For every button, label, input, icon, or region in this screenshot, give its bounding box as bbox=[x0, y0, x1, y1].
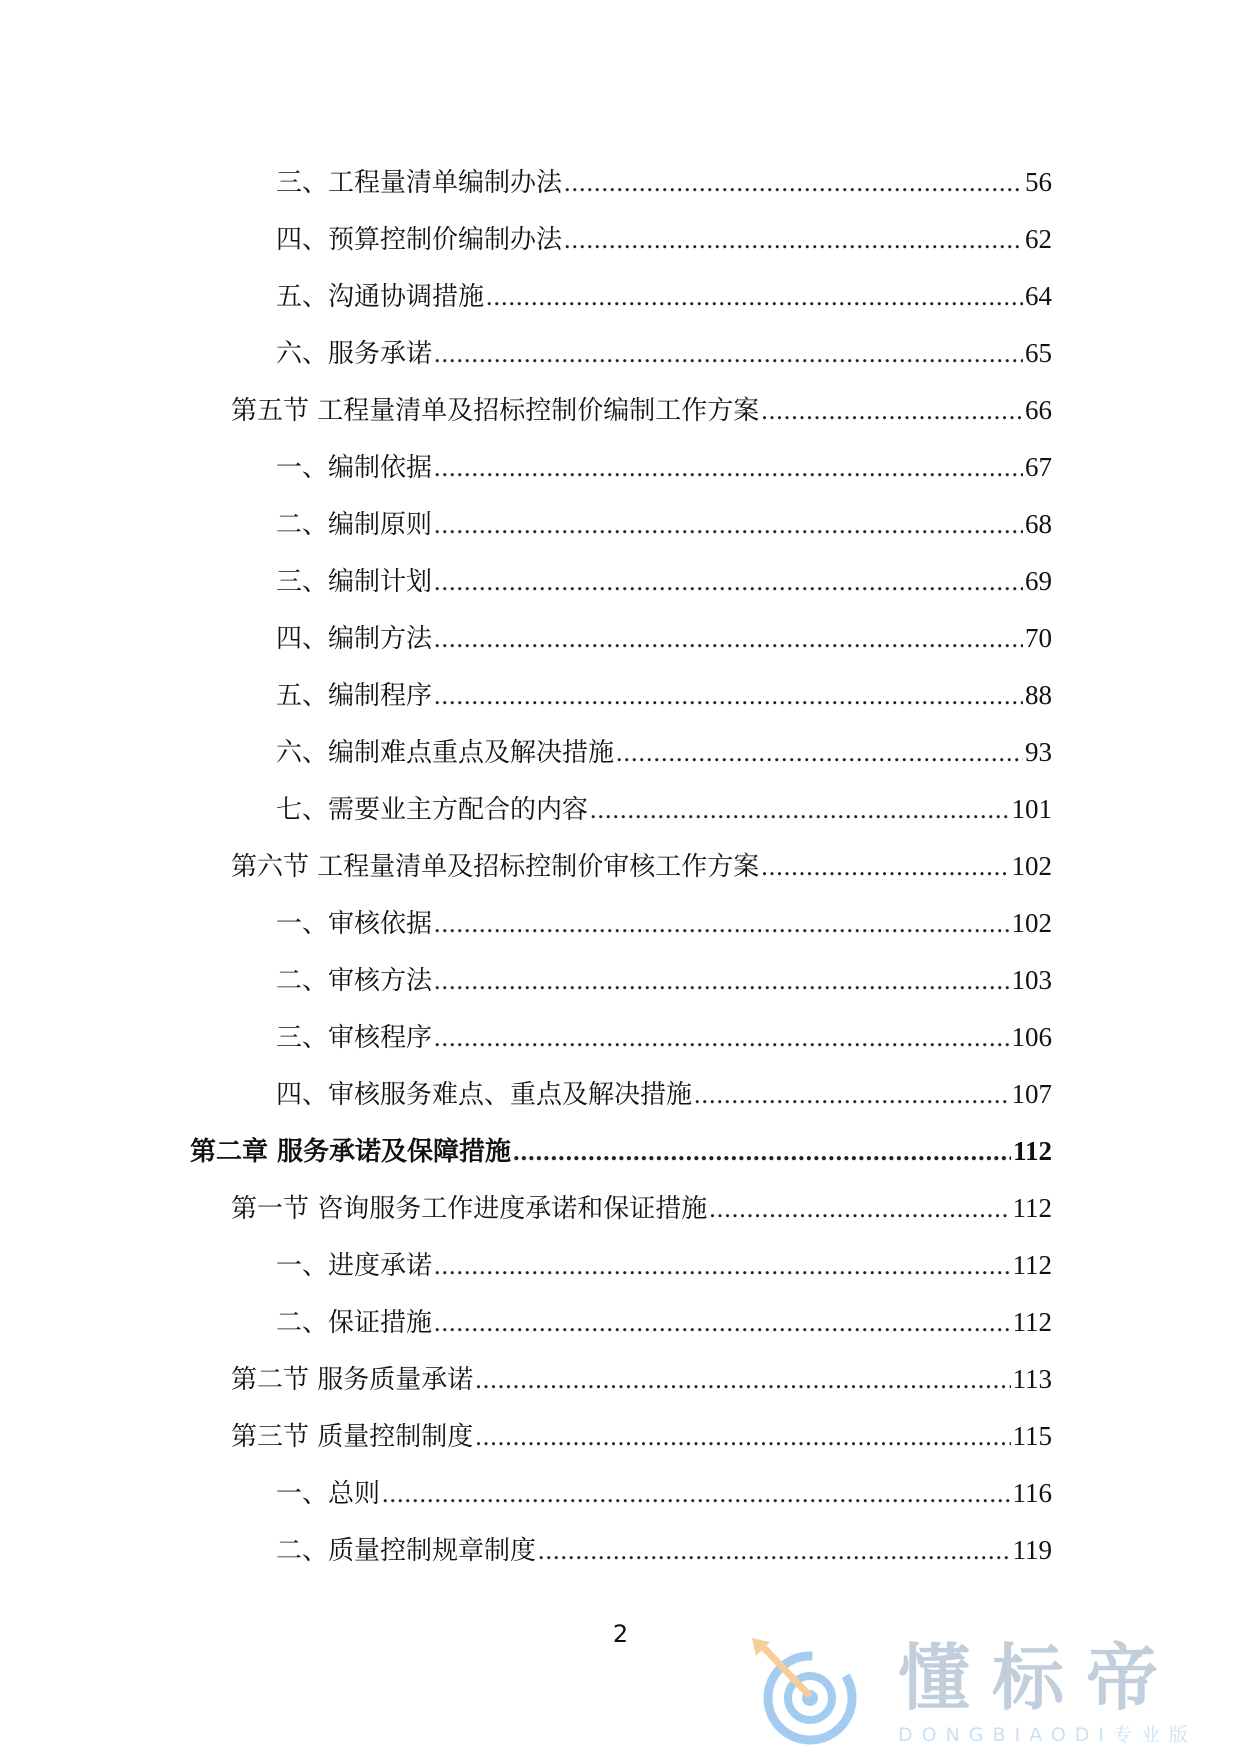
toc-entry-section[interactable] bbox=[231, 1419, 1052, 1454]
toc-entry-title: 四、审核服务难点、重点及解决措施 bbox=[276, 1080, 693, 1110]
toc-entry-chapter[interactable] bbox=[190, 1134, 1052, 1169]
toc-entry-title: 第三节 质量控制制度 bbox=[231, 1422, 474, 1452]
toc-dot-leader bbox=[694, 1078, 1009, 1112]
toc-entry[interactable] bbox=[276, 336, 1052, 371]
toc-entry-page: 113 bbox=[1012, 1364, 1052, 1394]
toc-entry-page: 106 bbox=[1011, 1022, 1052, 1052]
toc-entry-page: 56 bbox=[1025, 167, 1052, 197]
toc-entry-title: 三、编制计划 bbox=[276, 567, 433, 597]
toc-entry[interactable] bbox=[276, 678, 1052, 713]
toc-entry-title: 一、总则 bbox=[276, 1479, 381, 1509]
toc-entry[interactable] bbox=[276, 1248, 1052, 1283]
toc-dot-leader bbox=[434, 565, 1023, 599]
toc-entry-page: 67 bbox=[1025, 452, 1052, 482]
toc-entry[interactable] bbox=[276, 906, 1052, 941]
toc-entry-page: 112 bbox=[1012, 1136, 1052, 1166]
toc-dot-leader bbox=[434, 1249, 1010, 1283]
toc-dot-leader bbox=[761, 394, 1023, 428]
watermark-subtitle: DONGBIAODI专业版 bbox=[898, 1724, 1198, 1746]
toc-entry-page: 69 bbox=[1025, 566, 1052, 596]
toc-entry-page: 88 bbox=[1025, 680, 1052, 710]
toc-dot-leader bbox=[709, 1192, 1010, 1226]
toc-entry-page: 68 bbox=[1025, 509, 1052, 539]
toc-entry-title: 六、编制难点重点及解决措施 bbox=[276, 738, 615, 768]
toc-entry-title: 第二章 服务承诺及保障措施 bbox=[190, 1137, 512, 1167]
toc-entry-title: 二、质量控制规章制度 bbox=[276, 1536, 537, 1566]
toc-dot-leader bbox=[434, 907, 1009, 941]
toc-entry[interactable] bbox=[276, 1533, 1052, 1568]
toc-entry-title: 一、进度承诺 bbox=[276, 1251, 433, 1281]
toc-entry-page: 107 bbox=[1011, 1079, 1052, 1109]
toc-dot-leader bbox=[486, 280, 1023, 314]
toc-entry-page: 112 bbox=[1012, 1193, 1052, 1223]
toc-entry[interactable] bbox=[276, 507, 1052, 542]
toc-dot-leader bbox=[434, 1021, 1009, 1055]
toc-entry-title: 六、服务承诺 bbox=[276, 339, 433, 369]
toc-entry-title: 四、编制方法 bbox=[276, 624, 433, 654]
toc-dot-leader bbox=[434, 451, 1023, 485]
toc-entry-title: 七、需要业主方配合的内容 bbox=[276, 795, 589, 825]
toc-entry-page: 119 bbox=[1012, 1535, 1052, 1565]
toc-entry[interactable] bbox=[276, 279, 1052, 314]
toc-entry[interactable] bbox=[276, 222, 1052, 257]
toc-entry[interactable] bbox=[276, 165, 1052, 200]
toc-dot-leader bbox=[382, 1477, 1010, 1511]
toc-entry-title: 二、保证措施 bbox=[276, 1308, 433, 1338]
toc-entry-page: 101 bbox=[1011, 794, 1052, 824]
toc-entry-title: 第一节 咨询服务工作进度承诺和保证措施 bbox=[231, 1194, 708, 1224]
toc-entry-page: 103 bbox=[1011, 965, 1052, 995]
toc-entry-page: 116 bbox=[1012, 1478, 1052, 1508]
toc-dot-leader bbox=[513, 1135, 1011, 1169]
toc-entry[interactable] bbox=[276, 963, 1052, 998]
toc-entry-section[interactable] bbox=[231, 1362, 1052, 1397]
toc-entry[interactable] bbox=[276, 564, 1052, 599]
toc-entry[interactable] bbox=[276, 792, 1052, 827]
toc-dot-leader bbox=[475, 1363, 1010, 1397]
toc-dot-leader bbox=[538, 1534, 1010, 1568]
toc-entry-section[interactable] bbox=[231, 1191, 1052, 1226]
toc-entry-page: 115 bbox=[1012, 1421, 1052, 1451]
toc-entry-title: 第二节 服务质量承诺 bbox=[231, 1365, 474, 1395]
toc-entry[interactable] bbox=[276, 1476, 1052, 1511]
toc-entry-title: 二、审核方法 bbox=[276, 966, 433, 996]
toc-entry-title: 二、编制原则 bbox=[276, 510, 433, 540]
toc-entry-page: 64 bbox=[1025, 281, 1052, 311]
toc-entry[interactable] bbox=[276, 450, 1052, 485]
toc-entry-title: 四、预算控制价编制办法 bbox=[276, 225, 563, 255]
toc-dot-leader bbox=[616, 736, 1023, 770]
toc-entry-page: 102 bbox=[1011, 908, 1052, 938]
toc-entry[interactable] bbox=[276, 1305, 1052, 1340]
toc-dot-leader bbox=[434, 964, 1009, 998]
toc-dot-leader bbox=[761, 850, 1009, 884]
toc-entry-page: 93 bbox=[1025, 737, 1052, 767]
toc-entry-title: 三、审核程序 bbox=[276, 1023, 433, 1053]
target-arrow-icon bbox=[748, 1636, 866, 1748]
page-number: 2 bbox=[612, 1620, 629, 1648]
toc-dot-leader bbox=[434, 622, 1023, 656]
toc-entry[interactable] bbox=[276, 621, 1052, 656]
toc-entry[interactable] bbox=[276, 1020, 1052, 1055]
toc-entry-title: 三、工程量清单编制办法 bbox=[276, 168, 563, 198]
toc-entry-title: 第六节 工程量清单及招标控制价审核工作方案 bbox=[231, 852, 760, 882]
toc-entry-page: 62 bbox=[1025, 224, 1052, 254]
toc-entry-section[interactable] bbox=[231, 849, 1052, 884]
toc-entry-title: 一、编制依据 bbox=[276, 453, 433, 483]
toc-dot-leader bbox=[434, 508, 1023, 542]
toc-entry-section[interactable] bbox=[231, 393, 1052, 428]
toc-dot-leader bbox=[590, 793, 1009, 827]
toc-entry-title: 五、沟通协调措施 bbox=[276, 282, 485, 312]
toc-dot-leader bbox=[564, 223, 1023, 257]
toc-entry-page: 112 bbox=[1012, 1250, 1052, 1280]
toc-entry-title: 五、编制程序 bbox=[276, 681, 433, 711]
toc-entry-page: 66 bbox=[1025, 395, 1052, 425]
toc-entry-page: 102 bbox=[1011, 851, 1052, 881]
toc-dot-leader bbox=[434, 337, 1023, 371]
toc-entry-title: 第五节 工程量清单及招标控制价编制工作方案 bbox=[231, 396, 760, 426]
watermark-brand-name: 懂标帝 bbox=[898, 1636, 1181, 1720]
toc-dot-leader bbox=[564, 166, 1023, 200]
toc-entry-page: 70 bbox=[1025, 623, 1052, 653]
toc-entry-page: 65 bbox=[1025, 338, 1052, 368]
watermark bbox=[748, 1636, 1218, 1748]
toc-dot-leader bbox=[475, 1420, 1010, 1454]
toc-entry[interactable] bbox=[276, 735, 1052, 770]
toc-entry-title: 一、审核依据 bbox=[276, 909, 433, 939]
toc-dot-leader bbox=[434, 1306, 1010, 1340]
toc-dot-leader bbox=[434, 679, 1023, 713]
toc-entry[interactable] bbox=[276, 1077, 1052, 1112]
toc-entry-page: 112 bbox=[1012, 1307, 1052, 1337]
